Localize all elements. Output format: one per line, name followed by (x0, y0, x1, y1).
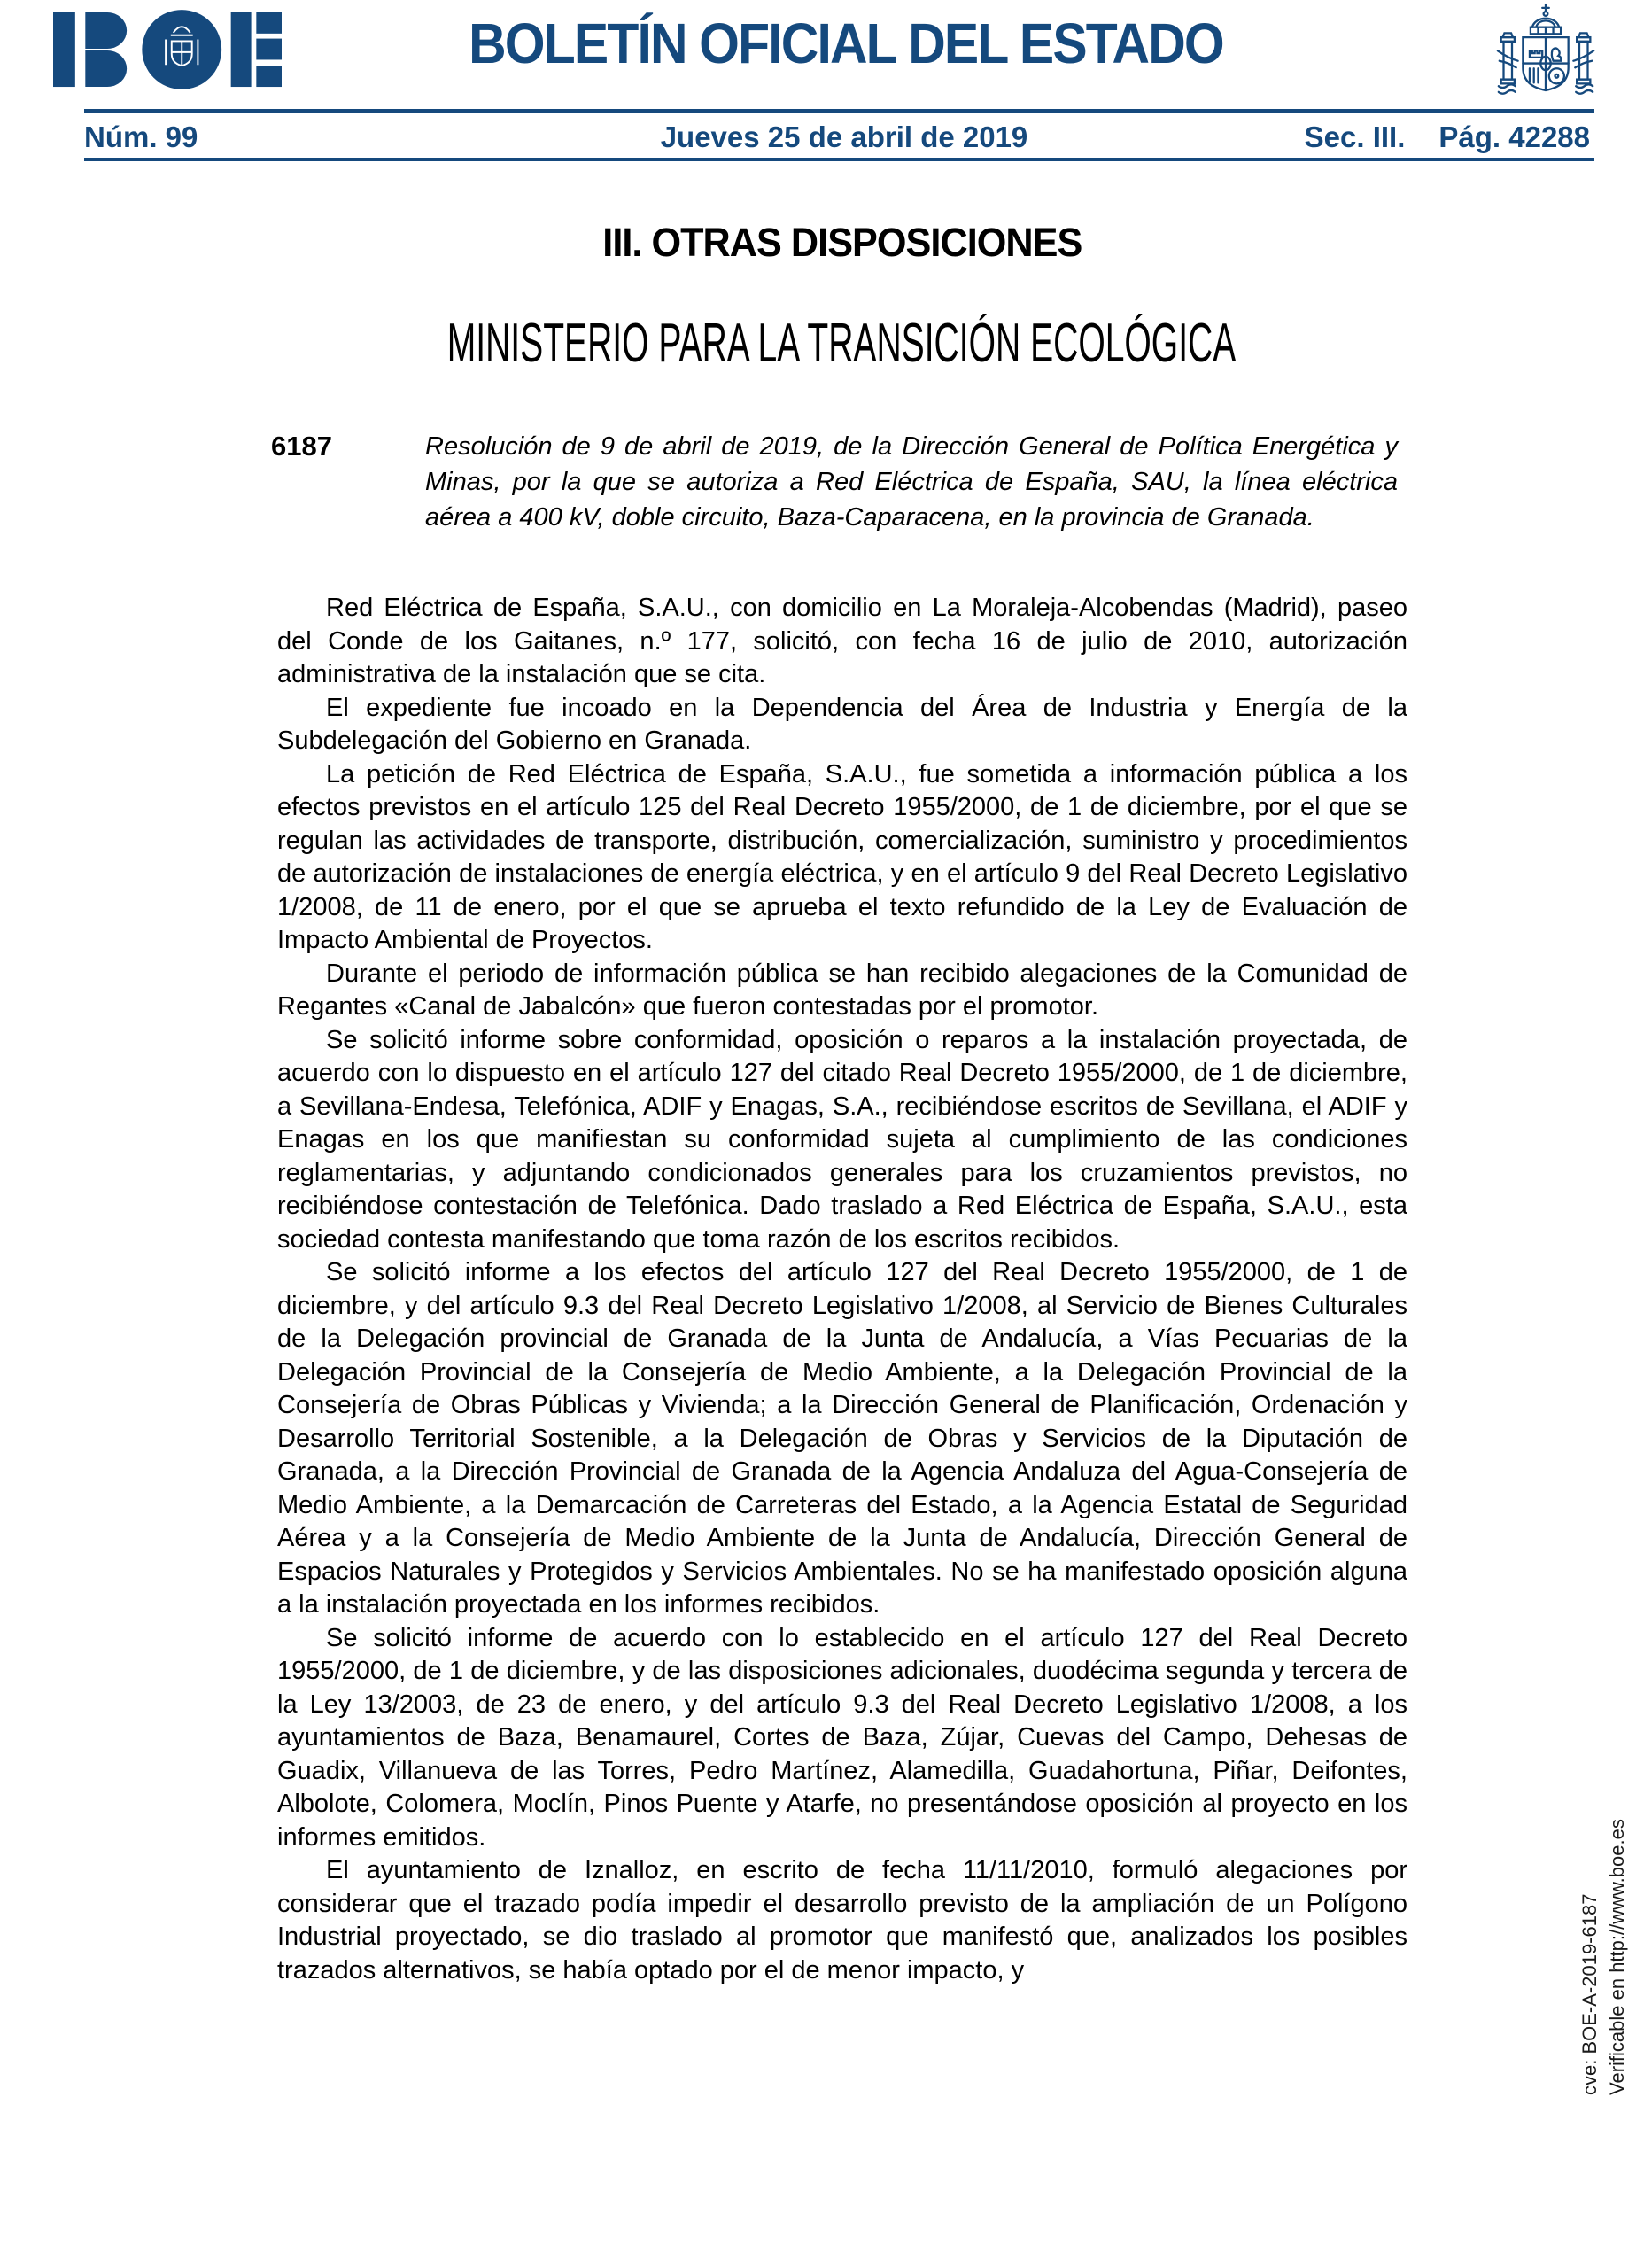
masthead-title: BOLETÍN OFICIAL DEL ESTADO (469, 12, 1223, 75)
body-paragraph: La petición de Red Eléctrica de España, S.A.U., fue sometida a información pública a los efectos previstos en el artículo 125 del Real Decreto 1955/2000, de 1 de diciembre, por el que se regulan las actividades de transporte, distribución, comercialización, suministro y procedimientos de autorización de instalaciones de energía eléctrica, y en el artículo 9 del Real Decreto Legislativo 1/2008, de 11 de enero, por el que se aprueba el texto refundido de la Ley de Evaluación de Impacto Ambiental de Proyectos. (277, 759, 1407, 954)
verify-url: Verificable en http://www.boe.es (1606, 1819, 1628, 2095)
issue-date: Jueves 25 de abril de 2019 (660, 120, 1028, 153)
body-paragraph: El ayuntamiento de Iznalloz, en escrito de fecha 11/11/2010, formuló alegaciones por considerar que el trazado podía impedir el desarrollo previsto de la ampliación de un Polígono Industrial proyectado, se dio traslado al promotor que manifestó que, analizados los posibles trazados alternativos, se había optado por el de menor impacto, y (277, 1856, 1407, 1984)
section-label: Sec. III. (1304, 120, 1406, 153)
body-paragraph: Se solicitó informe a los efectos del artículo 127 del Real Decreto 1955/2000, de 1 de diciembre, y del artículo 9.3 del Real Decreto Legislativo 1/2008, al Servicio de Bienes Culturales de la Delegación provincial de Granada de la Junta de Andalucía, a Vías Pecuarias de la Delegación Provincial de la Consejería de Medio Ambiente, a la Delegación Provincial de la Consejería de Obras Públicas y Vivienda; a la Dirección General de Planificación, Ordenación y Desarrollo Territorial Sostenible, a la Delegación de Obras y Servicios de la Diputación de Granada, a la Dirección Provincial de Granada de la Agencia Andaluza del Agua-Consejería de Medio Ambiente, a la Demarcación de Carreteras del Estado, a la Agencia Estatal de Seguridad Aérea y a la Consejería de Medio Ambiente de la Junta de Andalucía, Dirección General de Espacios Naturales y Protegidos y Servicios Ambientales. No se ha manifestado oposición alguna a la instalación proyectada en los informes recibidos. (277, 1258, 1407, 1619)
header-rule-bottom (84, 158, 1594, 161)
meta-row (84, 120, 1594, 156)
issue-number: Núm. 99 (84, 120, 198, 153)
body-paragraph: Se solicitó informe de acuerdo con lo establecido en el artículo 127 del Real Decreto 1955/2000, de 1 de diciembre, y de las disposiciones adicionales, duodécima segunda y tercera de la Ley 13/2003, de 23 de enero, y del artículo 9.3 del Real Decreto Legislativo 1/2008, a los ayuntamientos de Baza, Benamaurel, Cortes de Baza, Zújar, Cuevas del Campo, Dehesas de Guadix, Villanueva de las Torres, Pedro Martínez, Alamedilla, Guadahortuna, Piñar, Deifontes, Albolote, Colomera, Moclín, Pinos Puente y Atarfe, no presentándose oposición al proyecto en los informes emitidos. (277, 1623, 1407, 1852)
body-paragraph: El expediente fue incoado en la Dependencia del Área de Industria y Energía de la Subdelegación del Gobierno en Granada. (277, 693, 1407, 755)
body-text (277, 592, 1407, 1987)
body-paragraph: Se solicitó informe sobre conformidad, oposición o reparos a la instalación proyectada, de acuerdo con lo dispuesto en el artículo 127 del citado Real Decreto 1955/2000, de 1 de diciembre, a Sevillana-Endesa, Telefónica, ADIF y Enagas, S.A., recibiéndose escritos de Sevillana, el ADIF y Enagas en los que manifiestan su conformidad sujeta al cumplimiento de las condiciones reglamentarias, y adjuntando condicionados generales para los cruzamientos previstos, no recibiéndose contestación de Telefónica. Dado traslado a Red Eléctrica de España, S.A.U., esta sociedad contesta manifestando que toma razón de los escritos recibidos. (277, 1025, 1407, 1254)
cve-code: cve: BOE-A-2019-6187 (1578, 1893, 1601, 2095)
section-page-group (1305, 120, 1590, 154)
boe-logo (53, 7, 282, 92)
ministry-heading: MINISTERIO PARA LA TRANSICIÓN ECOLÓGICA (446, 313, 1237, 374)
page-number-label: Pág. 42288 (1438, 120, 1590, 153)
entry-number: 6187 (271, 431, 332, 462)
section-heading: III. OTRAS DISPOSICIONES (602, 220, 1082, 265)
header-rule-top (84, 109, 1594, 113)
body-paragraph: Red Eléctrica de España, S.A.U., con domicilio en La Moraleja-Alcobendas (Madrid), paseo del Conde de los Gaitanes, n.º 177, solicitó, con fecha 16 de julio de 2010, autorización administrativa de la instalación que se cita. (277, 594, 1407, 688)
body-paragraph: Durante el periodo de información pública se han recibido alegaciones de la Comunidad de Regantes «Canal de Jabalcón» que fueron contestadas por el promotor. (277, 959, 1407, 1021)
spain-coat-of-arms-icon (1495, 2, 1596, 110)
entry-summary: Resolución de 9 de abril de 2019, de la Dirección General de Política Energética y Minas, por la que se autoriza a Red Eléctrica de España, SAU, la línea eléctrica aérea a 400 kV, doble circuito, Baza-Caparacena, en la provincia de Granada. (425, 432, 1398, 532)
verification-sidebar (1576, 1819, 1631, 2095)
